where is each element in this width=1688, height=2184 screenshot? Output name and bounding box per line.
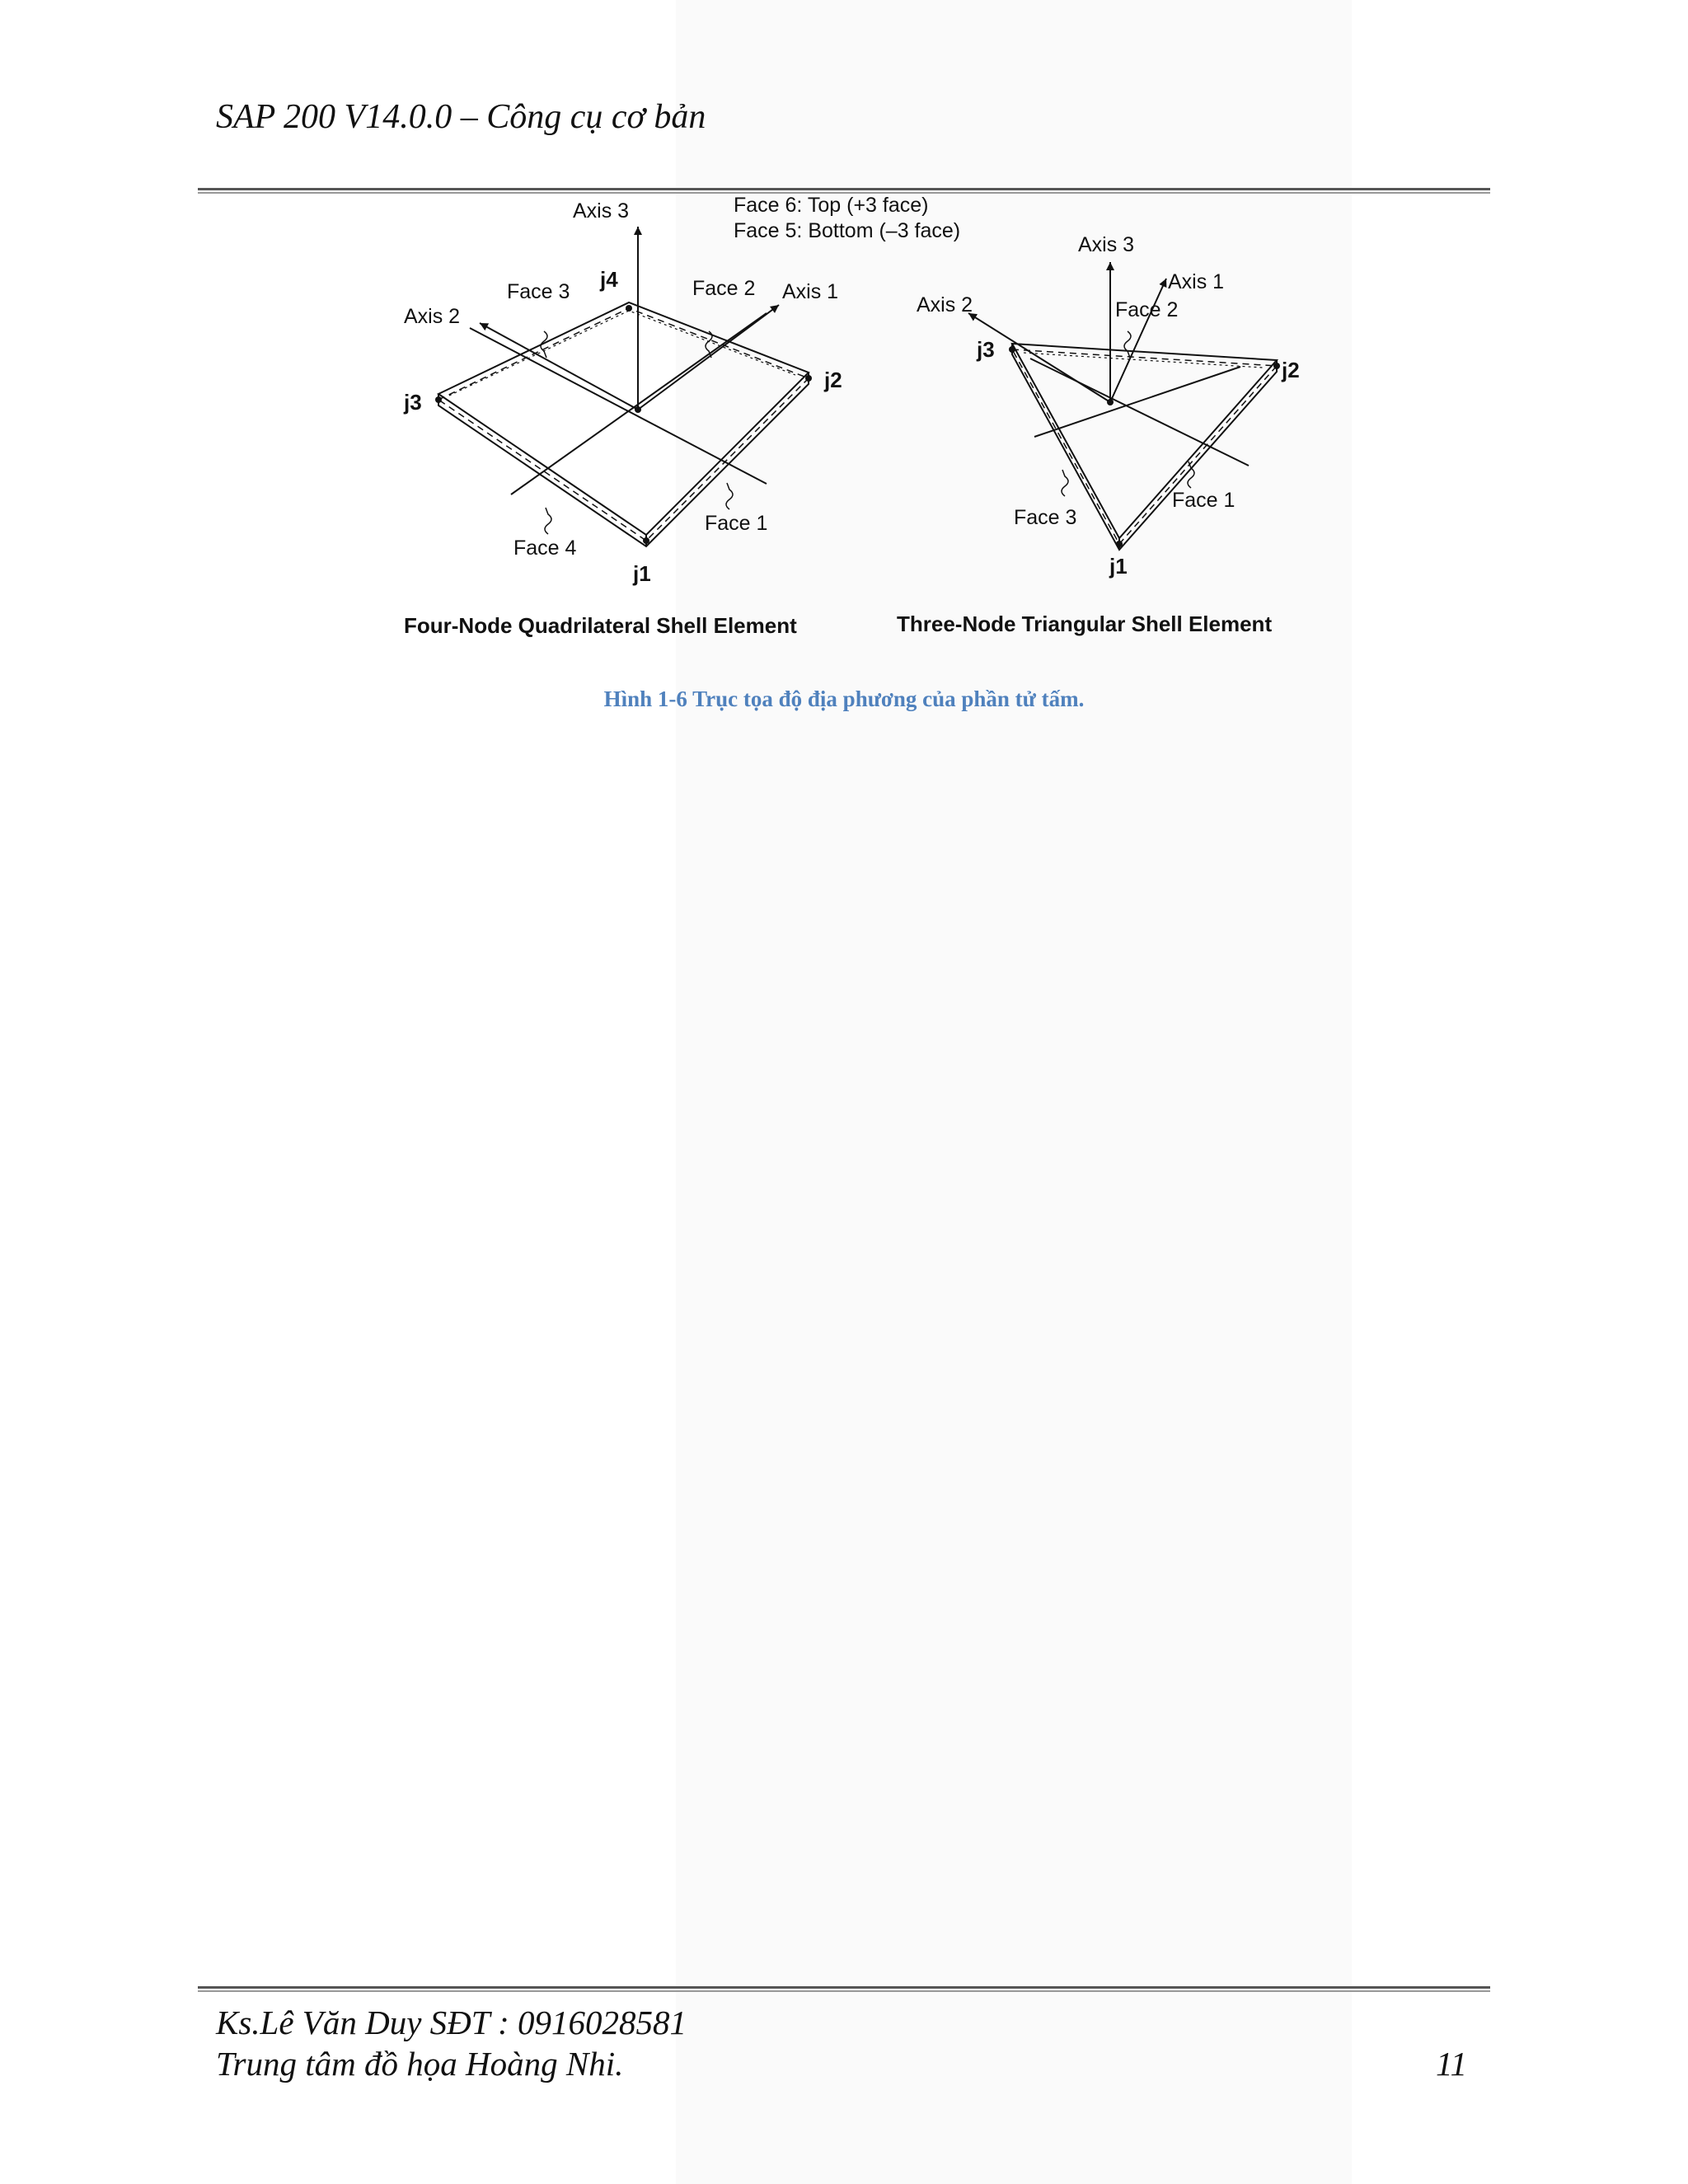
tri-j3-label: j3 xyxy=(977,337,995,362)
quad-leaders xyxy=(541,331,733,534)
quad-node-j1 xyxy=(643,537,649,544)
tri-node-j1 xyxy=(1116,541,1123,547)
quad-centroid xyxy=(635,406,641,413)
quad-axis3-label: Axis 3 xyxy=(573,199,630,223)
tri-node-j2 xyxy=(1273,363,1280,369)
tri-node-j3 xyxy=(1009,346,1015,353)
header-title: SAP 200 V14.0.0 – Công cụ cơ bản xyxy=(216,98,706,136)
quad-node-j2 xyxy=(805,375,812,382)
quad-face4-leader xyxy=(545,508,551,534)
quad-face1-leader xyxy=(726,483,733,509)
quad-node-j4 xyxy=(626,305,632,312)
tri-axis1-label: Axis 1 xyxy=(1168,270,1225,293)
quad-face4-label: Face 4 xyxy=(513,537,577,560)
quad-axis1-label: Axis 1 xyxy=(782,280,839,303)
footer-author: Ks.Lê Văn Duy SĐT : 0916028581 xyxy=(216,2004,687,2041)
tri-labels xyxy=(897,233,1300,636)
tri-axis1-arrow xyxy=(1110,279,1166,402)
footer-rule xyxy=(198,1986,1490,1992)
quad-j3-label: j3 xyxy=(404,390,422,415)
figure-caption: Hình 1-6 Trục tọa độ địa phương của phần tử tấm. xyxy=(603,687,1085,711)
quad-face2-label: Face 2 xyxy=(692,277,756,300)
quad-nodes xyxy=(435,305,812,544)
quad-axis2-label: Axis 2 xyxy=(404,305,461,328)
tri-face3-label: Face 3 xyxy=(1014,506,1077,529)
tri-centroid xyxy=(1107,399,1114,405)
page-number: 11 xyxy=(1436,2045,1467,2083)
quad-face3-leader xyxy=(541,331,547,358)
quad-face3-label: Face 3 xyxy=(507,280,570,303)
quad-j1-label: j1 xyxy=(633,561,651,586)
tri-j1-label: j1 xyxy=(1109,554,1128,579)
tri-face2-leader xyxy=(1124,331,1131,358)
tri-caption: Three-Node Triangular Shell Element xyxy=(897,612,1273,636)
quad-shell-drawing xyxy=(438,302,809,546)
quad-axes xyxy=(480,227,779,410)
shell-element-figure xyxy=(387,190,1319,651)
tri-axes xyxy=(968,262,1166,402)
tri-face1-label: Face 1 xyxy=(1172,489,1236,512)
tri-axis2-label: Axis 2 xyxy=(917,293,973,316)
quad-j4-label: j4 xyxy=(600,267,618,292)
footer-organization: Trung tâm đồ họa Hoàng Nhi. xyxy=(216,2045,624,2083)
faces-note-bottom: Face 5: Bottom (–3 face) xyxy=(734,219,961,242)
quad-face1-label: Face 1 xyxy=(705,512,768,535)
quad-caption: Four-Node Quadrilateral Shell Element xyxy=(404,613,797,638)
tri-face3-leader xyxy=(1062,470,1068,496)
quad-j2-label: j2 xyxy=(824,368,842,392)
quad-node-j3 xyxy=(435,396,442,403)
tri-axis3-label: Axis 3 xyxy=(1078,233,1135,256)
faces-note-top: Face 6: Top (+3 face) xyxy=(734,194,929,217)
quad-labels xyxy=(403,199,842,638)
tri-face2-label: Face 2 xyxy=(1115,298,1179,321)
tri-j2-label: j2 xyxy=(1282,358,1300,382)
